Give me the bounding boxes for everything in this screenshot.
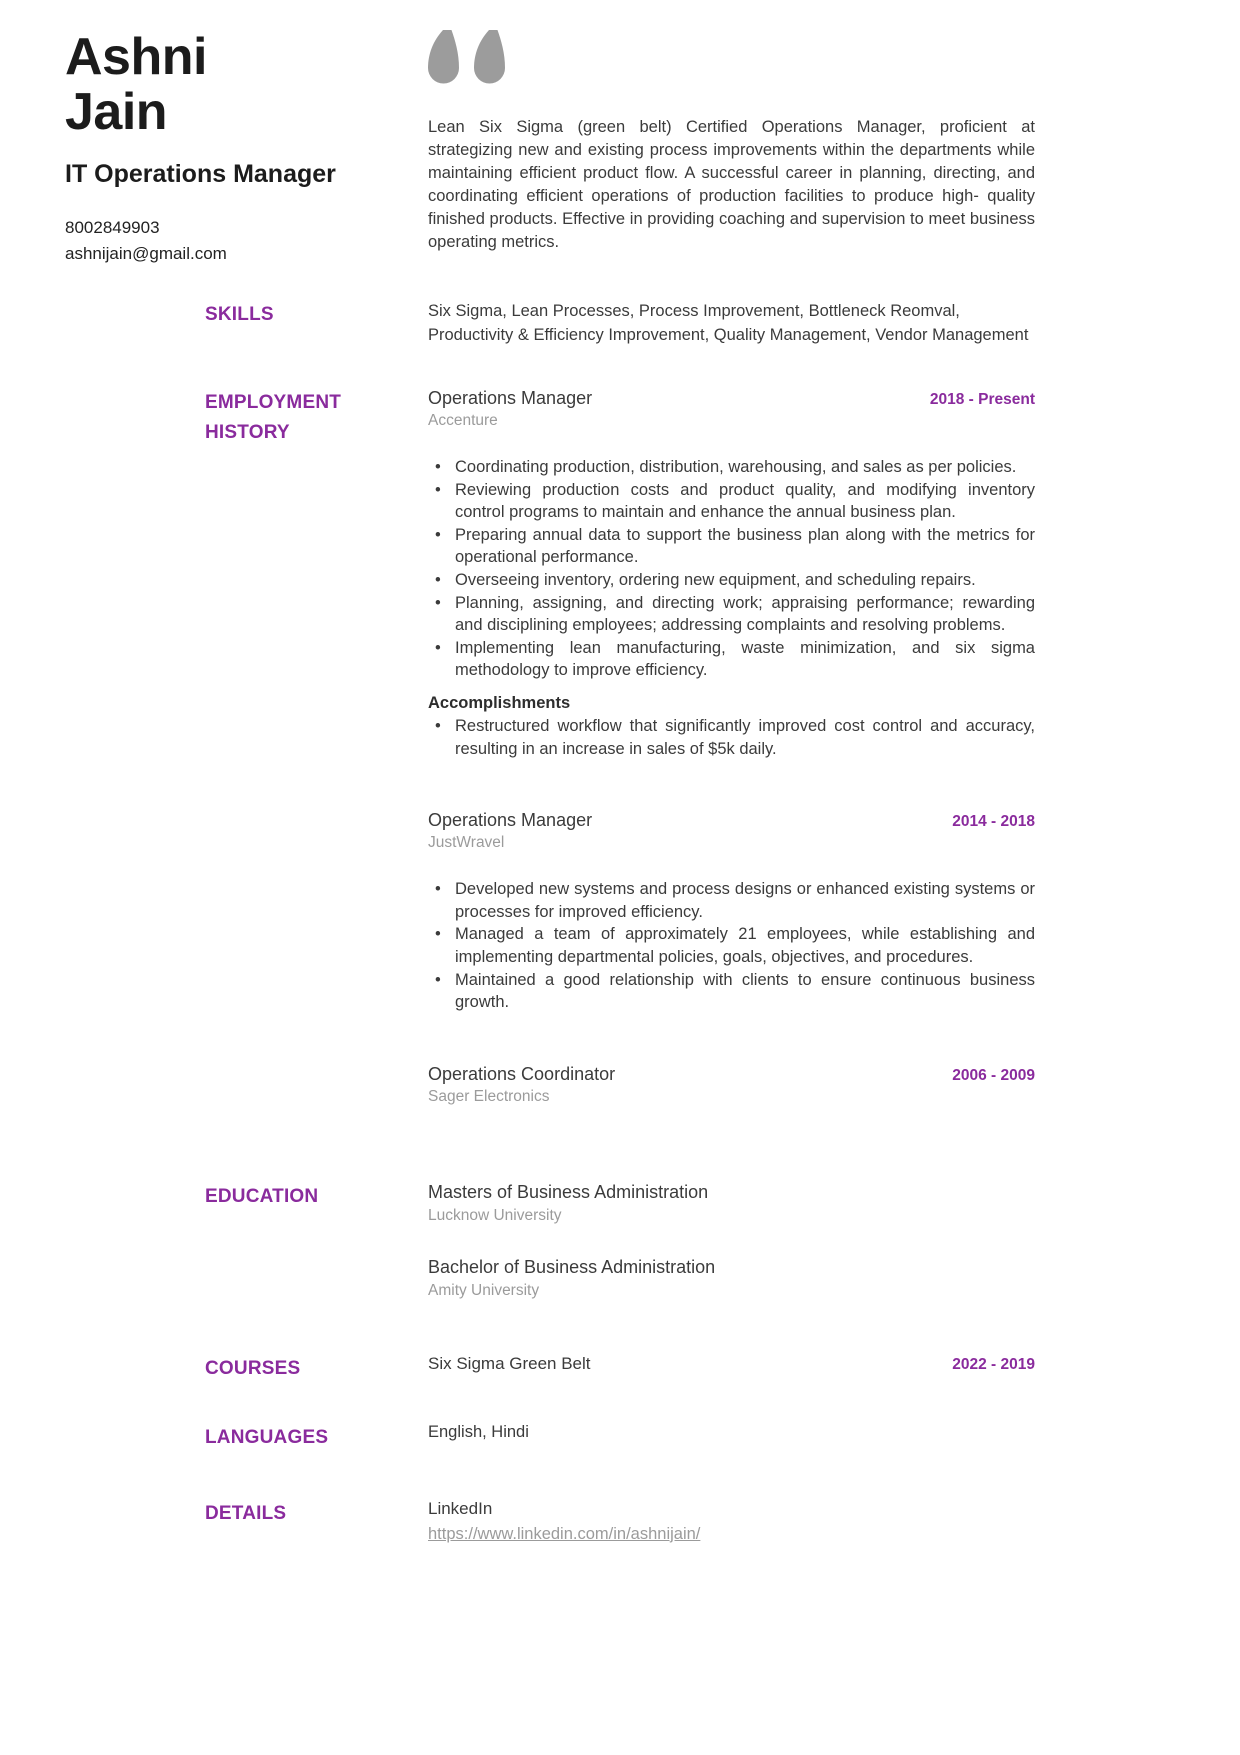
phone-number: 8002849903 — [65, 218, 160, 238]
section-skills — [65, 300, 1035, 348]
section-education — [65, 1182, 1035, 1300]
job-title: Operations Manager — [428, 810, 593, 831]
linkedin-label: LinkedIn — [428, 1498, 493, 1518]
section-label-courses: COURSES — [205, 1357, 301, 1379]
section-details — [65, 1499, 1035, 1544]
accomplishments-heading: Accomplishments — [428, 694, 571, 712]
job-company: JustWravel — [428, 834, 505, 852]
header — [65, 30, 1035, 266]
quote-icon — [428, 30, 1035, 88]
job-bullet-list — [428, 456, 1035, 682]
linkedin-link[interactable]: https://www.linkedin.com/in/ashnijain/ — [428, 1524, 701, 1543]
job-company: Accenture — [428, 412, 498, 430]
languages-text: English, Hindi — [428, 1423, 529, 1442]
job-bullet-list — [428, 878, 1035, 1014]
job-dates: 2018 - Present — [929, 391, 1035, 409]
job-bullet: • Coordinating production, distribution, warehousing, and sales as per policies. — [428, 456, 1035, 479]
summary-block — [428, 30, 1035, 255]
job-bullet: • Reviewing production costs and product quality, and modifying inventory control programs to maintain and enhance the annual business plan. — [428, 479, 1035, 524]
header-identity — [65, 30, 428, 266]
section-employment-history — [65, 388, 1035, 1106]
education-entry — [428, 1182, 1035, 1225]
profile-summary: Lean Six Sigma (green belt) Certified Operations Manager, proficient at strategizing new and existing process improvements within the departments while maintaining efficient product flow. A successful career in planning, directing, and coordinating efficient operations of production facilities to produce high- quality finished products. Effective in providing coaching and supervision to meet business operating metrics. — [428, 118, 1035, 252]
email-address: ashnijain@gmail.com — [65, 243, 227, 263]
section-label-employment-history: EMPLOYMENT HISTORY — [205, 392, 342, 443]
education-degree: Bachelor of Business Administration — [428, 1256, 716, 1277]
course-dates: 2022 - 2019 — [952, 1355, 1035, 1373]
job-entry — [428, 1064, 1035, 1106]
accomplishment-bullet: • Restructured workflow that significantly improved cost control and accuracy, resulting in an increase in sales of $5k daily. — [428, 715, 1035, 760]
section-label-education: EDUCATION — [205, 1185, 319, 1207]
accomplishments-block — [428, 694, 1035, 760]
section-label-skills: SKILLS — [205, 304, 274, 326]
job-company: Sager Electronics — [428, 1087, 550, 1105]
job-title: Operations Coordinator — [428, 1063, 616, 1084]
section-label-languages: LANGUAGES — [205, 1427, 329, 1449]
candidate-name — [65, 30, 428, 140]
education-school: Lucknow University — [428, 1206, 562, 1224]
section-label-details: DETAILS — [205, 1502, 287, 1524]
skills-text: Six Sigma, Lean Processes, Process Improvement, Bottleneck Reomval, Productivity & Efficiency Improvement, Quality Management, Vendor Management — [428, 302, 1029, 345]
candidate-first-name: Ashni — [65, 28, 207, 86]
job-bullet: • Preparing annual data to support the business plan along with the metrics for operational performance. — [428, 524, 1035, 569]
candidate-job-title: IT Operations Manager — [65, 160, 336, 189]
accomplishments-list — [428, 715, 1035, 760]
course-entry — [428, 1354, 1035, 1374]
job-entry — [428, 388, 1035, 760]
section-courses — [65, 1354, 1035, 1383]
candidate-last-name: Jain — [65, 83, 168, 142]
job-bullet: • Overseeing inventory, ordering new equipment, and scheduling repairs. — [428, 569, 1035, 592]
job-dates: 2014 - 2018 — [952, 813, 1035, 831]
education-entry — [428, 1257, 1035, 1300]
course-name: Six Sigma Green Belt — [428, 1353, 591, 1373]
job-dates: 2006 - 2009 — [952, 1066, 1035, 1084]
job-bullet: • Planning, assigning, and directing work; appraising performance; rewarding and disciplining employees; addressing complaints and resolving problems. — [428, 592, 1035, 637]
job-bullet: • Implementing lean manufacturing, waste minimization, and six sigma methodology to improve efficiency. — [428, 637, 1035, 682]
job-bullet: • Maintained a good relationship with clients to ensure continuous business growth. — [428, 969, 1035, 1014]
job-title: Operations Manager — [428, 388, 593, 409]
job-bullet: • Managed a team of approximately 21 employees, while establishing and implementing departmental policies, goals, objectives, and procedures. — [428, 923, 1035, 968]
education-school: Amity University — [428, 1281, 540, 1299]
section-languages — [65, 1423, 1035, 1452]
contact-info — [65, 215, 428, 266]
education-degree: Masters of Business Administration — [428, 1181, 709, 1202]
job-entry — [428, 810, 1035, 1014]
job-bullet: • Developed new systems and process designs or enhanced existing systems or processes for improved efficiency. — [428, 878, 1035, 923]
